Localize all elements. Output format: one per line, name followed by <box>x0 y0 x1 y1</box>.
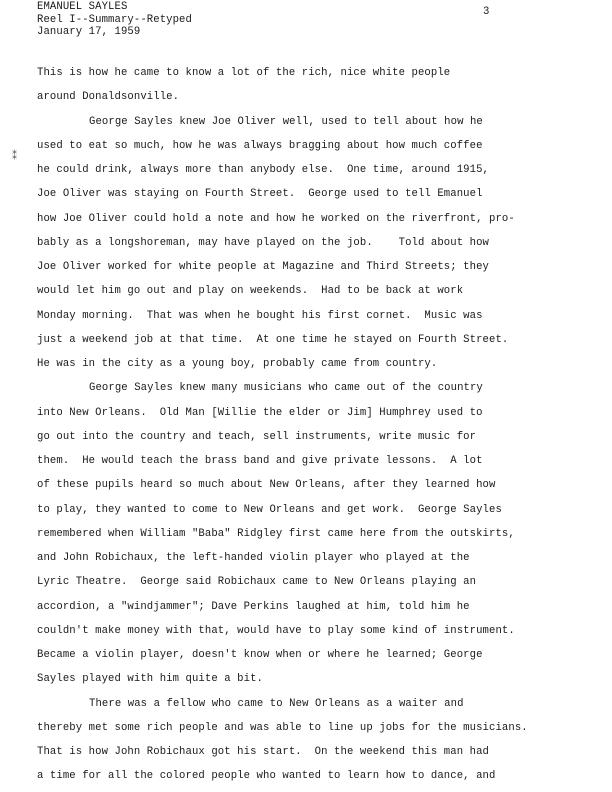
text-line: how Joe Oliver could hold a note and how he worked on the riverfront, pro- <box>37 212 515 225</box>
text-line: into New Orleans. Old Man [Willie the elder or Jim] Humphrey used to <box>37 406 483 419</box>
text-line: Monday morning. That was when he bought his first cornet. Music was <box>37 309 483 322</box>
text-line: remembered when William "Baba" Ridgley first came here from the outskirts, <box>37 527 515 540</box>
text-line: he could drink, always more than anybody else. One time, around 1915, <box>37 164 490 176</box>
text-line: Became a violin player, doesn't know when or where he learned; George <box>37 649 483 661</box>
text-line: around Donaldsonville. <box>37 91 180 104</box>
text-line: Joe Oliver worked for white people at Magazine and Third Streets; they <box>37 261 490 273</box>
text-line: Lyric Theatre. George said Robichaux came to New Orleans playing an <box>37 576 477 589</box>
text-line: That is how John Robichaux got his start. On the weekend this man had <box>37 746 490 758</box>
margin-mark: ⁑ <box>12 152 18 163</box>
text-line: Joe Oliver was staying on Fourth Street. George used to tell Emanuel <box>37 188 483 201</box>
text-line: couldn't make money with that, would have to play some kind of instrument. <box>37 624 515 637</box>
text-line: George Sayles knew many musicians who came out of the country <box>89 382 483 395</box>
text-line: thereby met some rich people and was able to line up jobs for the musicians. <box>37 721 528 734</box>
text-line: Sayles played with him quite a bit. <box>37 673 264 686</box>
header-date: January 17, 1959 <box>37 26 141 38</box>
document-header <box>37 1 192 39</box>
text-line: There was a fellow who came to New Orleans as a waiter and <box>89 697 464 710</box>
text-line: of these pupils heard so much about New Orleans, after they learned how <box>37 479 496 492</box>
header-name: EMANUEL SAYLES <box>37 1 128 13</box>
text-line: a time for all the colored people who wanted to learn how to dance, and <box>37 770 496 783</box>
text-line: accordion, a "windjammer"; Dave Perkins laughed at him, told him he <box>37 600 470 613</box>
text-line: them. He would teach the brass band and give private lessons. A lot <box>37 455 483 467</box>
text-line: He was in the city as a young boy, probably came from country. <box>37 358 438 370</box>
text-line: and John Robichaux, the left-handed violin player who played at the <box>37 552 470 564</box>
text-line: bably as a longshoreman, may have played on the job. Told about how <box>37 236 490 249</box>
text-line: go out into the country and teach, sell instruments, write music for <box>37 430 477 443</box>
document-body <box>37 61 597 789</box>
text-line: This is how he came to know a lot of the rich, nice white people <box>37 67 451 79</box>
page-number: 3 <box>483 6 490 18</box>
text-line: would let him go out and play on weekends. Had to be back at work <box>37 285 464 298</box>
text-line: just a weekend job at that time. At one time he stayed on Fourth Street. <box>37 333 509 346</box>
text-line: used to eat so much, how he was always bragging about how much coffee <box>37 139 483 152</box>
text-line: to play, they wanted to come to New Orleans and get work. George Sayles <box>37 503 502 516</box>
text-line: George Sayles knew Joe Oliver well, used to tell about how he <box>89 115 483 128</box>
header-reel: Reel I--Summary--Retyped <box>37 13 192 26</box>
